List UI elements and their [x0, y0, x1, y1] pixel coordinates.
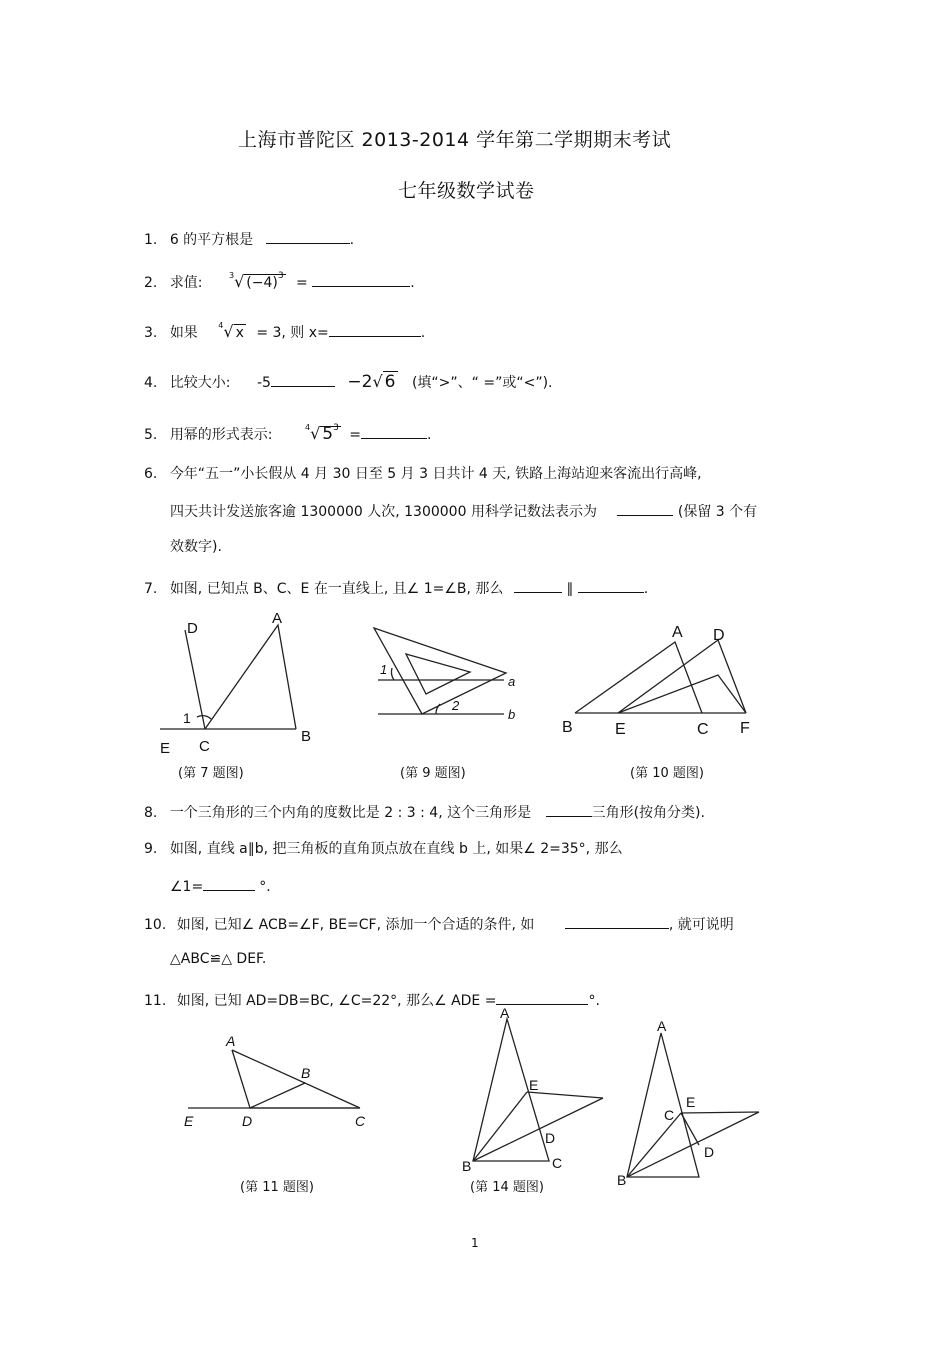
angle-1-arc	[391, 668, 394, 680]
label-b: B	[462, 1158, 472, 1174]
figure-11-caption: (第 11 题图)	[240, 1180, 314, 1195]
label-c: C	[697, 721, 709, 738]
label-b: B	[301, 1065, 311, 1081]
label-2: 2	[452, 698, 460, 713]
cube-root-expression: $^3$√ $(-4)^3$	[228, 271, 284, 291]
label-b: B	[301, 728, 312, 745]
answer-blank[interactable]	[271, 372, 335, 387]
triangle-acb	[205, 625, 296, 729]
figure-10-edges	[560, 620, 760, 745]
segment-b-right	[473, 1098, 603, 1161]
segment-cd	[681, 1113, 699, 1145]
label-1: 1	[183, 710, 191, 726]
answer-blank[interactable]	[565, 914, 669, 929]
page-subtitle: 七年级数学试卷	[398, 180, 535, 202]
label-d: D	[545, 1130, 556, 1146]
answer-blank[interactable]	[312, 272, 410, 287]
figure-7	[150, 605, 325, 755]
question-6-line2: 四天共计发送旅客逾 1300000 人次, 1300000 用科学记数法表示为 (保留 3 个有	[170, 501, 757, 521]
angle-2-arc	[436, 704, 440, 714]
label-e: E	[686, 1094, 696, 1110]
fourth-root-expression: $^4$√ $5^3$	[304, 423, 339, 444]
label-d: D	[242, 1113, 253, 1129]
page-title: 上海市普陀区 2013-2014 学年第二学期期末考试	[238, 129, 672, 151]
label-c: C	[552, 1155, 563, 1171]
segment-b-right	[627, 1112, 759, 1177]
answer-blank[interactable]	[514, 578, 562, 593]
figure-14	[455, 1005, 615, 1180]
segment-e-right	[681, 1112, 759, 1113]
figure-11	[180, 1030, 380, 1140]
answer-blank[interactable]	[329, 322, 421, 337]
label-a: A	[272, 610, 283, 627]
question-3: 3. 如果 $^4$√ x = 3, 则 x= .	[144, 321, 426, 341]
figure-14-caption: (第 14 题图)	[470, 1180, 544, 1195]
label-c: C	[199, 738, 210, 755]
question-9-line2: ∠1= °.	[170, 876, 271, 896]
label-line-a: a	[508, 674, 516, 689]
label-e: E	[615, 721, 626, 738]
question-9-line1: 9. 如图, 直线 a∥b, 把三角板的直角顶点放在直线 b 上, 如果∠ 2=35°, 那么	[144, 841, 623, 857]
segment-df	[718, 640, 746, 713]
figure-10-caption: (第 10 题图)	[630, 766, 704, 781]
label-a: A	[672, 624, 683, 641]
answer-blank[interactable]	[546, 802, 592, 817]
label-d: D	[713, 627, 725, 644]
question-4: 4. 比较大小: -5 −2√ 6 (填“>”、“ =”或“<”).	[144, 372, 553, 392]
label-e: E	[184, 1113, 194, 1129]
figure-9	[370, 620, 530, 725]
answer-blank[interactable]	[496, 990, 588, 1005]
label-b: B	[562, 719, 573, 736]
label-line-b: b	[508, 707, 516, 722]
segment-e-right	[527, 1092, 603, 1098]
figure-14-variant	[615, 1015, 775, 1190]
question-6-line1: 6. 今年“五一”小长假从 4 月 30 日至 5 月 3 日共计 4 天, 铁路上海站迎来客流出行高峰,	[144, 466, 702, 482]
page-number: 1	[471, 1236, 479, 1250]
segment-db	[250, 1083, 305, 1108]
answer-blank[interactable]	[266, 229, 350, 244]
question-5: 5. 用幂的形式表示: $^4$√ $5^3$ = .	[144, 423, 432, 444]
question-8: 8. 一个三角形的三个内角的度数比是 2 : 3 : 4, 这个三角形是 三角形(按角分类).	[144, 802, 705, 822]
segment-ed	[618, 640, 718, 713]
label-b: B	[617, 1172, 627, 1188]
question-7: 7. 如图, 已知点 B、C、E 在一直线上, 且∠ 1=∠B, 那么 ∥ .	[144, 578, 648, 598]
question-6-line3: 效数字).	[170, 539, 222, 555]
label-1: 1	[380, 662, 388, 677]
fourth-root-expression: $^4$√ x	[218, 321, 244, 341]
label-f: F	[740, 720, 750, 737]
label-e: E	[160, 740, 171, 757]
set-square-inner	[406, 654, 470, 694]
question-10-line1: 10. 如图, 已知∠ ACB=∠F, BE=CF, 添加一个合适的条件, 如 , 就可说明	[144, 914, 734, 934]
question-11: 11. 如图, 已知 AD=DB=BC, ∠C=22°, 那么∠ ADE = °.	[144, 990, 600, 1010]
label-a: A	[226, 1033, 236, 1049]
figure-7-caption: (第 7 题图)	[178, 766, 244, 781]
answer-blank[interactable]	[203, 876, 255, 891]
question-10-line2: △ABC≌△ DEF.	[170, 951, 267, 967]
segment-ac	[232, 1050, 360, 1108]
figure-9-caption: (第 9 题图)	[400, 766, 466, 781]
question-1: 1. 6 的平方根是 .	[144, 229, 354, 249]
answer-blank[interactable]	[578, 578, 644, 593]
label-c: C	[664, 1107, 675, 1123]
label-a: A	[500, 1005, 510, 1021]
label-c: C	[355, 1113, 366, 1129]
angle-1-arc	[197, 716, 211, 719]
set-square-outer	[374, 628, 506, 714]
label-e: E	[529, 1077, 539, 1093]
answer-blank[interactable]	[361, 424, 427, 439]
label-d: D	[704, 1144, 715, 1160]
answer-blank[interactable]	[617, 501, 673, 516]
question-2: 2. 求值: $^3$√ $(-4)^3$ = .	[144, 271, 415, 291]
label-d: D	[187, 620, 198, 637]
label-a: A	[657, 1018, 667, 1034]
